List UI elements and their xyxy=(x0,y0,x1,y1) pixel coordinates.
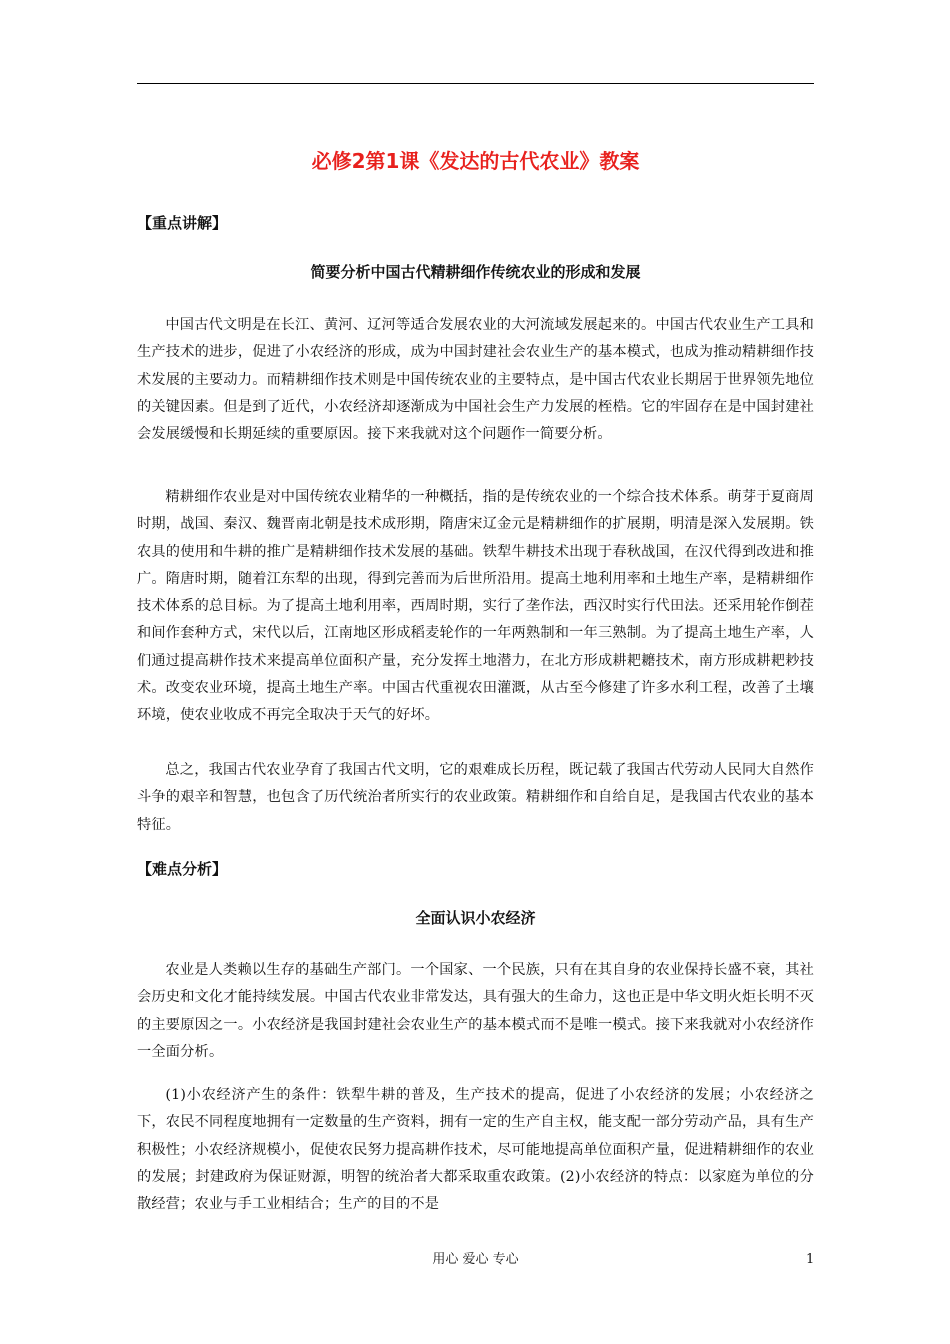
paragraph-intensive-farming: 精耕细作农业是对中国传统农业精华的一种概括，指的是传统农业的一个综合技术体系。萌芽于夏商周时期，战国、秦汉、魏晋南北朝是技术成形期，隋唐宋辽金元是精耕细作的扩展期，明清是深入发展期。铁农具的使用和牛耕的推广是精耕细作技术发展的基础。铁犁牛耕技术出现于春秋战国，在汉代得到改进和推广。隋唐时期，随着江东犁的出现，得到完善而为后世所沿用。提高土地利用率和土地生产率，是精耕细作技术体系的总目标。为了提高土地利用率，西周时期，实行了垄作法，西汉时实行代田法。还采用轮作倒茬和间作套种方式，宋代以后，江南地区形成稻麦轮作的一年两熟制和一年三熟制。为了提高土地生产率，人们通过提高耕作技术来提高单位面积产量，充分发挥土地潜力，在北方形成耕耙耱技术，南方形成耕耙耖技术。改变农业环境，提高土地生产率。中国古代重视农田灌溉，从古至今修建了许多水利工程，改善了土壤环境，使农业收成不再完全取决于天气的好坏。 xyxy=(137,489,814,724)
section-subheading-small-peasant-economy: 全面认识小农经济 xyxy=(415,909,536,927)
section-heading-key-points: 【重点讲解】 xyxy=(137,214,228,232)
section-heading-difficulties: 【难点分析】 xyxy=(137,860,228,878)
page-footer: 用心 爱心 专心 xyxy=(432,1252,519,1267)
header-rule xyxy=(137,83,814,84)
section-subheading-intensive-farming: 简要分析中国古代精耕细作传统农业的形成和发展 xyxy=(310,263,641,281)
page-number: 1 xyxy=(806,1252,815,1267)
paragraph-agriculture-basis: 农业是人类赖以生存的基础生产部门。一个国家、一个民族，只有在其自身的农业保持长盛不衰，其社会历史和文化才能持续发展。中国古代农业非常发达，具有强大的生命力，这也正是中华文明火炬长明不灭的主要原因之一。小农经济是我国封建社会农业生产的基本模式而不是唯一模式。接下来我就对小农经济作一全面分析。 xyxy=(137,962,814,1060)
paragraph-intro: 中国古代文明是在长江、黄河、辽河等适合发展农业的大河流域发展起来的。中国古代农业生产工具和生产技术的进步，促进了小农经济的形成，成为中国封建社会农业生产的基本模式，也成为推动精耕细作技术发展的主要动力。而精耕细作技术则是中国传统农业的主要特点，是中国古代农业长期居于世界领先地位的关键因素。但是到了近代，小农经济却逐渐成为中国社会生产力发展的桎梏。它的牢固存在是中国封建社会发展缓慢和长期延续的重要原因。接下来我就对这个问题作一简要分析。 xyxy=(137,317,814,443)
paragraph-conditions-features: (1)小农经济产生的条件：铁犁牛耕的普及，生产技术的提高，促进了小农经济的发展；小农经济之下，农民不同程度地拥有一定数量的生产资料，拥有一定的生产自主权，能支配一部分劳动产品，具有生产积极性；小农经济规模小，促使农民努力提高耕作技术，尽可能地提高单位面积产量，促进精耕细作的农业的发展；封建政府为保证财源，明智的统治者大都采取重农政策。(2)小农经济的特点：以家庭为单位的分散经营；农业与手工业相结合；生产的目的不是 xyxy=(137,1087,814,1213)
document-title: 必修2第1课《发达的古代农业》教案 xyxy=(311,149,640,173)
paragraph-summary: 总之，我国古代农业孕育了我国古代文明，它的艰难成长历程，既记载了我国古代劳动人民同大自然作斗争的艰辛和智慧，也包含了历代统治者所实行的农业政策。精耕细作和自给自足，是我国古代农业的基本特征。 xyxy=(137,762,814,833)
